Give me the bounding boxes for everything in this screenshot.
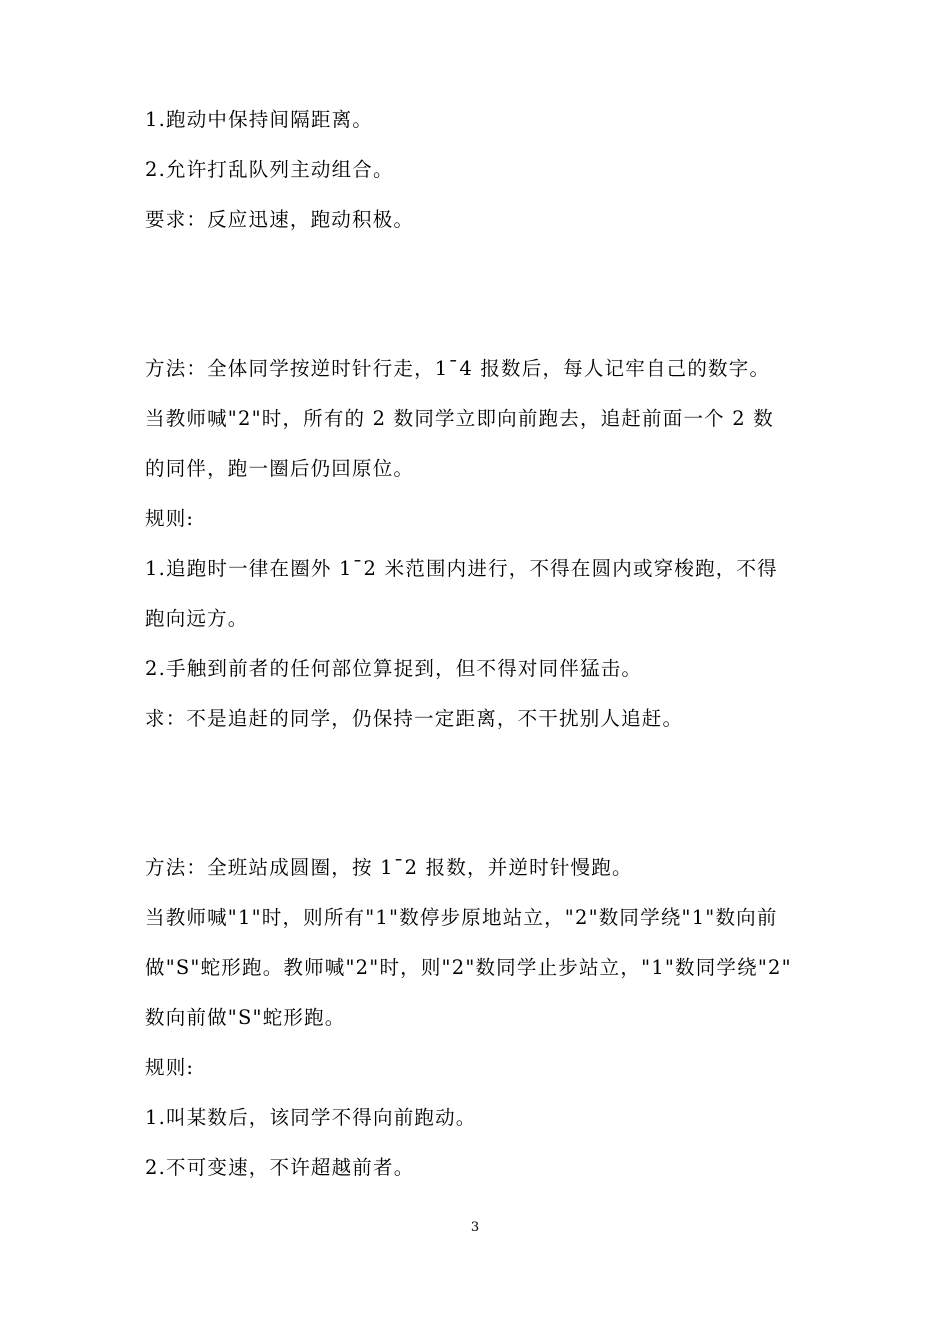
rule-line-1: 1.跑动中保持间隔距离。 <box>145 108 374 131</box>
rule-line-1: 1.追跑时一律在圈外 1¯2 米范围内进行，不得在圆内或穿梭跑，不得 <box>145 557 778 580</box>
rule-line-2: 2.允许打乱队列主动组合。 <box>145 158 394 181</box>
rule-line-2: 2.不可变速，不许超越前者。 <box>145 1156 415 1179</box>
rule-line-2: 2.手触到前者的任何部位算捉到，但不得对同伴猛击。 <box>145 657 643 680</box>
requirement-line: 求：不是追赶的同学，仍保持一定距离，不干扰别人追赶。 <box>145 707 684 730</box>
requirement-line: 要求：反应迅速，跑动积极。 <box>145 208 415 231</box>
page-number: 3 <box>470 1220 480 1235</box>
rules-heading: 规则: <box>145 507 195 530</box>
rule-line-1: 1.叫某数后，该同学不得向前跑动。 <box>145 1106 477 1129</box>
body-line: 数向前做"S"蛇形跑。 <box>145 1006 346 1029</box>
rule-line-1-cont: 跑向远方。 <box>145 607 249 630</box>
body-line: 当教师喊"2"时，所有的 2 数同学立即向前跑去，追赶前面一个 2 数 <box>145 407 774 430</box>
body-line: 做"S"蛇形跑。教师喊"2"时，则"2"数同学止步站立，"1"数同学绕"2" <box>145 956 792 979</box>
body-line: 当教师喊"1"时，则所有"1"数停步原地站立，"2"数同学绕"1"数向前 <box>145 906 778 929</box>
rules-heading: 规则: <box>145 1056 195 1079</box>
body-line: 的同伴，跑一圈后仍回原位。 <box>145 457 415 480</box>
method-line: 方法：全体同学按逆时针行走，1¯4 报数后，每人记牢自己的数字。 <box>145 357 771 380</box>
method-line: 方法：全班站成圆圈，按 1¯2 报数，并逆时针慢跑。 <box>145 856 633 879</box>
